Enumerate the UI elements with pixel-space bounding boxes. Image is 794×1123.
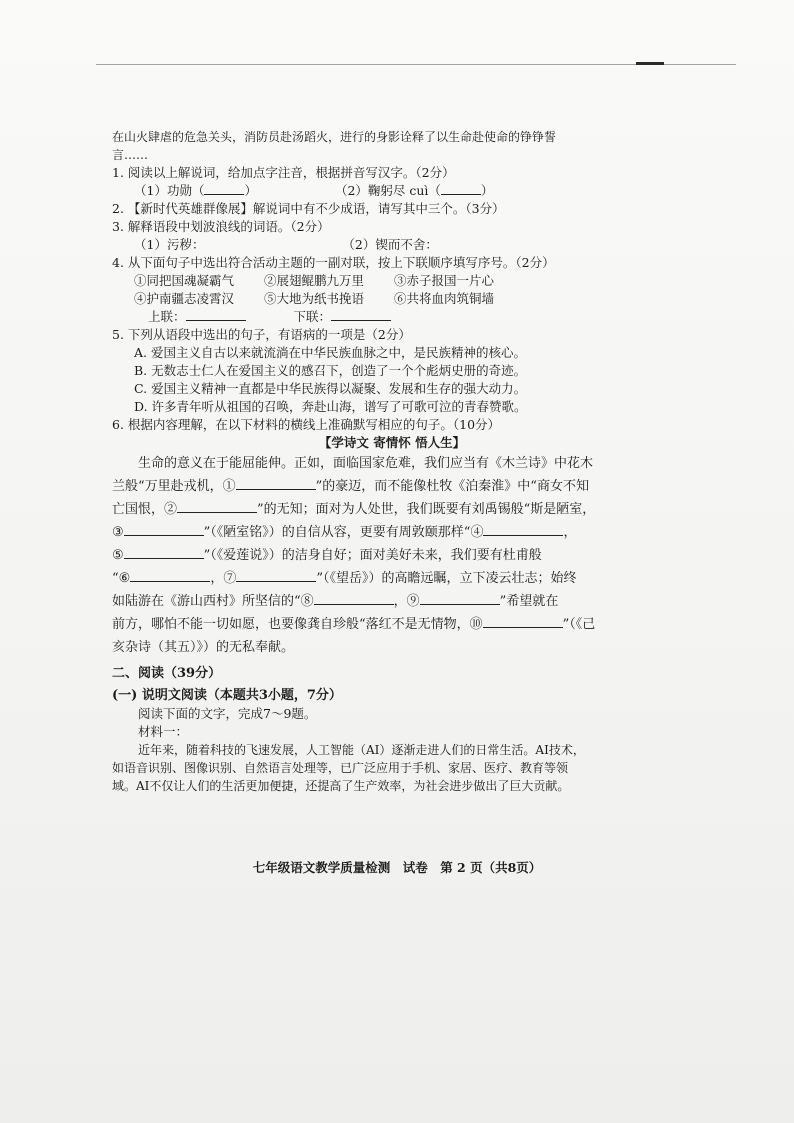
- q1-stem: 1. 阅读以上解说词，给加点字注音，根据拼音写汉字。（2分）: [112, 165, 455, 180]
- q6-l4c: ，: [563, 525, 577, 540]
- q6-l4b: ”（《陋室铭》）的自信从容，更要有周敦颐那样“④: [203, 525, 484, 540]
- q4-option-6: ⑥共将血肉筑铜墙: [394, 291, 495, 306]
- q6-l6a: “⑥: [112, 571, 131, 586]
- q4-option-4: ④护南疆志凌霄汉: [134, 291, 235, 306]
- q4-option-1: ①同把国魂凝霸气: [134, 273, 235, 288]
- q5-option-a: A. 爱国主义自古以来就流淌在中华民族血脉之中，是民族精神的核心。: [134, 345, 526, 360]
- q6-l7a: 如陆游在《游山西村》所坚信的“⑧: [112, 594, 314, 609]
- q6-l6b: ，⑦: [210, 571, 237, 586]
- q4-option-2: ②展翅鲲鹏九万里: [264, 273, 365, 288]
- q3-a: （1）污秽：: [134, 237, 205, 252]
- q4-upper-blank[interactable]: [186, 308, 246, 321]
- q6-line-9: 亥杂诗（其五）》）的无私奉献。: [112, 640, 295, 655]
- q3-answers: [112, 236, 672, 254]
- q6-stem: 6. 根据内容理解，在以下材料的横线上准确默写相应的句子。（10分）: [112, 417, 501, 432]
- exam-content: [112, 128, 672, 795]
- material-label: 材料一：: [138, 724, 189, 739]
- q6-l2b: ”的豪迈，而不能像杜牧《泊秦淮》中“商女不知: [315, 479, 589, 494]
- q6-line-2: [112, 475, 672, 498]
- q1-a-blank[interactable]: [204, 182, 244, 195]
- blank-2[interactable]: [177, 500, 257, 513]
- q6-l3a: 亡国恨，②: [112, 502, 178, 517]
- intro-line-2: 言……: [112, 148, 149, 162]
- q2-stem: 2. 【新时代英雄群像展】解说词中有不少成语，请写其中三个。（3分）: [112, 201, 505, 216]
- q6-passage: [112, 452, 672, 659]
- q6-line-6: [112, 567, 672, 590]
- q5-option-b: B. 无数志士仁人在爱国主义的感召下，创造了一个个彪炳史册的奇迹。: [134, 363, 527, 378]
- blank-1[interactable]: [236, 477, 316, 490]
- q3-stem: 3. 解释语段中划波浪线的词语。（2分）: [112, 219, 330, 234]
- q6-l8b: ”（《己: [562, 617, 596, 632]
- q6-l7c: ”希望就在: [499, 594, 559, 609]
- q4-options-row-1: [112, 272, 672, 290]
- part2-title: 二、阅读（39分）: [112, 666, 222, 681]
- q5-option-c: C. 爱国主义精神一直都是中华民族得以凝聚、发展和生存的强大动力。: [134, 381, 527, 396]
- q5-option-d: D. 许多青年听从祖国的召唤，奔赴山海，谱写了可歌可泣的青春赞歌。: [134, 399, 527, 414]
- q1-a-close: ）: [244, 183, 257, 198]
- blank-10[interactable]: [483, 615, 563, 628]
- q4-option-5: ⑤大地为纸书挽语: [264, 291, 365, 306]
- part2-subtitle: (一) 说明文阅读（本题共3小题，7分）: [112, 688, 342, 703]
- q6-line-3: [112, 498, 672, 521]
- blank-9[interactable]: [420, 592, 500, 605]
- q4-answers: [112, 308, 672, 326]
- q6-line-4: [112, 521, 672, 544]
- q6-l4a: ③: [112, 525, 124, 540]
- q5-stem: 5. 下列从语段中选出的句子，有语病的一项是（2分）: [112, 327, 411, 342]
- q6-l5a: ⑤: [112, 548, 124, 563]
- q4-lower-blank[interactable]: [331, 308, 391, 321]
- q3-b: （2）锲而不舍：: [342, 237, 438, 252]
- material-line-2: 如语音识别、图像识别、自然语言处理等，已广泛应用于手机、家居、医疗、教育等领: [112, 761, 569, 775]
- page-footer: 七年级语文教学质量检测 试卷 第 2 页（共8页）: [252, 860, 542, 875]
- blank-5[interactable]: [124, 546, 204, 559]
- q6-l8a: 前方，哪怕不能一切如愿，也要像龚自珍般“落红不是无情物，⑩: [112, 617, 483, 632]
- header-mark: [636, 62, 664, 65]
- blank-7[interactable]: [236, 569, 316, 582]
- q6-line-8: [112, 613, 672, 636]
- q4-upper-label: 上联：: [148, 309, 186, 324]
- q4-options-row-2: [112, 290, 672, 308]
- material-line-1: 近年来，随着科技的飞速发展，人工智能（AI）逐渐走进人们的日常生活。AI技术，: [138, 743, 585, 757]
- q4-stem: 4. 从下面句子中选出符合活动主题的一副对联，按上下联顺序填写序号。（2分）: [112, 255, 555, 270]
- blank-4[interactable]: [483, 523, 563, 536]
- q4-lower-label: 下联：: [293, 309, 331, 324]
- q6-l6c: ”（《望岳》）的高瞻远瞩，立下凌云壮志；始终: [316, 571, 577, 586]
- q6-line-1: 生命的意义在于能屈能伸。正如，面临国家危难，我们应当有《木兰诗》中花木: [138, 456, 594, 471]
- blank-8[interactable]: [314, 592, 394, 605]
- q6-l3b: ”的无知；面对为人处世，我们既要有刘禹锡般“斯是陋室，: [257, 502, 596, 517]
- q1-b-label: （2）鞠躬尽 cuì（: [334, 183, 441, 198]
- intro-line-1: 在山火肆虐的危急关头，消防员赴汤蹈火，进行的身影诠释了以生命赴使命的铮铮誓: [112, 130, 557, 144]
- blank-3[interactable]: [124, 523, 204, 536]
- blank-6[interactable]: [130, 569, 210, 582]
- q6-l5b: ”（《爱莲说》）的洁身自好；面对美好未来，我们要有杜甫般: [203, 548, 542, 563]
- q6-l2a: 兰般“万里赴戎机，①: [112, 479, 236, 494]
- q1-answers: [112, 182, 672, 200]
- q1-b-blank[interactable]: [441, 182, 481, 195]
- q6-l7b: ，⑨: [393, 594, 420, 609]
- material-line-3: 域。AI不仅让人们的生活更加便捷，还提高了生产效率，为社会进步做出了巨大贡献。: [112, 779, 570, 793]
- part2-instruction: 阅读下面的文字，完成7～9题。: [138, 706, 317, 721]
- q1-b-close: ）: [480, 183, 494, 198]
- q6-title: 【学诗文 寄情怀 悟人生】: [318, 435, 466, 450]
- q6-line-5: [112, 544, 672, 567]
- q4-option-3: ③赤子报国一片心: [394, 273, 495, 288]
- q1-a-label: （1）功勋（: [134, 183, 205, 198]
- q6-line-7: [112, 590, 672, 613]
